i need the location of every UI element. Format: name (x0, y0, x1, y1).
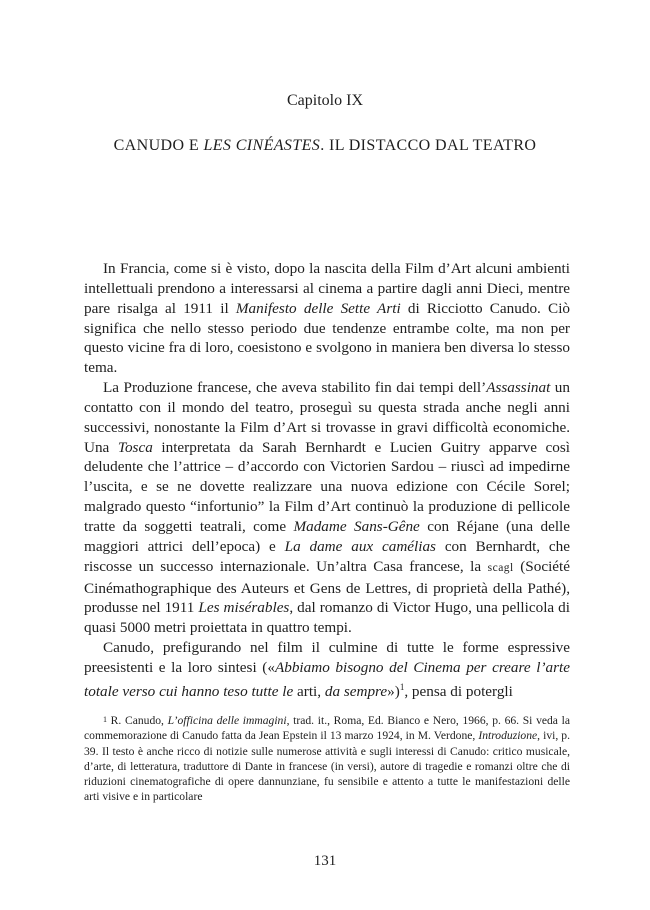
text-run: In Francia, come si è visto, dopo la nascita della Film d’Art alcuni ambienti intellettuali prendono a interessarsi al cinema a partire dagli anni Dieci, mentre pare risalga al 1911 il (84, 260, 570, 317)
chapter-label: Capitolo IX (287, 92, 363, 109)
text-run: arti, (293, 682, 325, 700)
text-run: , ivi, p. 39. Il testo è anche ricco di notizie sulle numerose attività e sugli interessi di Canudo: critico musicale, d’arte, di letteratura, traduttore di Dante in francese (in versi), autore di tragedie e romanzi oltre che di riduzioni cinematografiche di opere dannunziane, fu sensibile e attento a tutte le manifestazioni delle arti visive e in particolare (84, 729, 570, 804)
italic-quote: Abbiamo bisogno del Cinema per creare l’arte totale verso cui hanno teso tutte le (84, 658, 570, 700)
italic-title: Madame Sans-Gêne (293, 517, 420, 535)
body-text (84, 259, 570, 702)
paragraph-2 (84, 378, 570, 638)
italic-title: Introduzione (478, 729, 538, 743)
page-number: 131 (313, 853, 337, 869)
text-run: ») (387, 682, 400, 700)
text-run: , trad. it., Roma, Ed. Bianco e Nero, 1966, p. 66. Si veda la commemorazione di Canudo fatta da Jean Epstein il 13 marzo 1924, in M. Verdone, (84, 714, 570, 743)
chapter-title-part: . IL DISTACCO DAL TEATRO (320, 137, 537, 154)
footnote (84, 713, 570, 805)
text-run: (Société Cinémathographique des Auteurs et Gens de Lettres, di proprietà della Pathé), produsse nel 1911 (84, 557, 570, 617)
chapter-title (0, 136, 650, 156)
chapter-title-italic: LES CINÉASTES (203, 137, 321, 154)
text-run: , pensa di potergli (404, 682, 513, 700)
footnote-mark: 1 (103, 715, 107, 724)
text-run: con Réjane (una delle maggiori attrici dell’epoca) e (84, 517, 571, 555)
italic-title: Les misérables (198, 599, 290, 617)
text-run: di Ricciotto Canudo. Ciò significa che nello stesso periodo due tendenze entrambe colte, ma non per questo vicine fra di loro, coesistono e svolgono in maniera ben diversa lo stesso tema. (84, 299, 571, 377)
small-caps-acronym: scagl (487, 561, 514, 574)
text-run: Canudo, prefigurando nel film il culmine di tutte le forme espressive preesistenti e la loro sintesi (« (84, 639, 570, 676)
italic-title: Assassinat (486, 379, 551, 397)
italic-quote: da sempre (324, 682, 388, 700)
footnote-reference[interactable]: 1 (399, 681, 405, 692)
footnote-text (84, 713, 570, 805)
chapter-title-part: CANUDO E (113, 137, 204, 154)
text-run: con Bernhardt, che riscosse un successo internazionale. Un’altra Casa francese, la (84, 537, 571, 575)
italic-title: La dame aux camélias (284, 537, 436, 555)
italic-title: Tosca (117, 438, 153, 456)
text-run: La Produzione francese, che aveva stabilito fin dai tempi dell’ (103, 379, 487, 397)
text-run: un contatto con il mondo del teatro, proseguì su questa strada anche negli anni successivi, nonostante la Film d’Art si trovasse in gravi difficoltà economiche. Una (84, 379, 570, 456)
paragraph-3 (84, 638, 570, 702)
italic-title: L’officina delle immagini (167, 714, 287, 727)
italic-title: Manifesto delle Sette Arti (235, 299, 401, 317)
paragraph-1 (84, 259, 570, 378)
text-run: R. Canudo, (107, 714, 168, 727)
text-run: , dal romanzo di Victor Hugo, una pellicola di quasi 5000 metri proiettata in quattro tempi. (84, 599, 570, 637)
text-run: interpretata da Sarah Bernhardt e Lucien Guitry apparve così deludente che l’attrice – d’accordo con Victorien Sardou – riuscì ad impedirne l’uscita, e se ne dovette realizzare una nuova edizione con Cécile Sorel; malgrado questo “infortunio” la Film d’Art continuò la produzione di pellicole tratte da soggetti teatrali, come (84, 438, 570, 535)
